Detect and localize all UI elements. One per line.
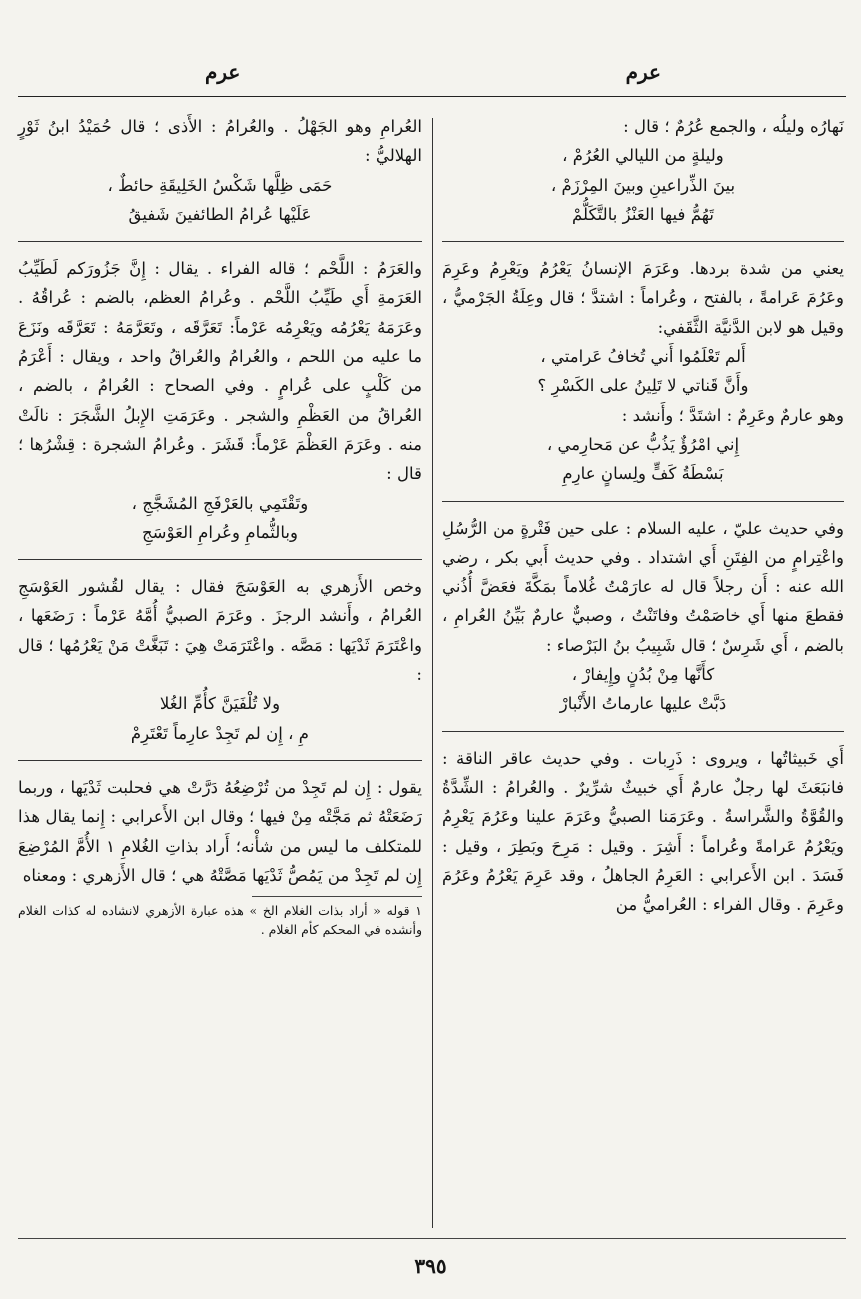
paragraph: وهو عارمٌ وعَرِمٌ : اشتَدَّ ؛ وأَنشد : xyxy=(621,405,844,425)
column-separator xyxy=(432,118,433,1228)
verse-line: أَلم تَعْلَمُوا أَني تُخافُ عَرامتي ، xyxy=(540,347,746,367)
section-divider xyxy=(442,241,844,242)
page-number: ٣٩٥ xyxy=(414,1254,447,1278)
verse-line: بَسْطَةُ كَفٍّ ولِسانٍ عارِمِ xyxy=(562,464,724,484)
verse-line: عَلَيْها عُرامُ الطائفينَ شَفيقُ xyxy=(128,204,312,224)
section-divider xyxy=(18,559,422,560)
verse-line: ولا تُلْفَيَنَّ كأُمِّ الغُلا xyxy=(159,694,281,714)
paragraph: يقول : إِن لم تَجِدْ من تُرْضِعُهُ دَرَّتْ هي فحلبت ثَدْيَها ، وربما رَضَعَتْهُ ثم مَجَّتْه مِنْ فيها ؛ وقال ابن الأَعرابي : إِنما يقال هذا للمتكلف ما ليس من شأْنه؛ أَراد بذاتِ الغُلامِ ١ الأُمَّ المُرْضِعَ إِن لم تَجِدْ من يَمُصُّ ثَدْيَها مَصَّتْهُ هي ؛ قال الأَزهري : ومعناه xyxy=(18,777,422,885)
header-rule xyxy=(18,96,846,97)
paragraph: والعَرَمُ : اللَّحْم ؛ قاله الفراء . يقال : إِنَّ جَزُورَكم لَطَيِّبُ العَرَمةِ أَي طَيِّبُ اللَّحْم . وعُرامُ العظم، بالضم : عُراقُهُ . وعَرَمَهُ يَعْرُمُه ويَعْرِمُه عَرْماً: تَعَرَّقَه ، وتَعَرَّمَهُ : تَعَرَّقَه ونَزَعَ ما عليه من اللحم ، والعُرامُ والعُراقُ واحد ، ويقال : أَعْرَمُ من كَلْبٍ على عُرامٍ . وفي الصحاح : العُرامُ ، بالضم ، العُراقُ من العَظْمِ والشجر . وعَرَمَتِ الإِبلُ الشَّجَرَ : نالَتْ منه . وعَرَمَ العَظْمَ عَرْماً: قَشَرَ . وعُرامُ الشجرة : قِشْرُها ؛ قال : xyxy=(18,259,422,484)
footer-rule xyxy=(18,1238,846,1239)
verse-line: وأَنَّ قَناتي لا تَلِينُ على الكَسْرِ ؟ xyxy=(537,376,749,396)
footnote: ١ قوله « أراد بذات الغلام الخ » هذه عبارة الأزهري لانشاده له كذات الغلام وأنشده في المحكم كأم الغلام . xyxy=(18,903,422,938)
paragraph: يعني من شدة بردها. وعَرَمَ الإنسانُ يَعْرُمُ ويَعْرِمُ وعَرِمَ وعَرُمَ عَرامةً ، بالفتح ، وعُراماً : اشتدَّ ؛ قال وعِلَةُ الجَرْميُّ ، وقيل هو لابن الدَّنيَّة الثَّقَفي: xyxy=(442,259,844,337)
header-word-right: عرم xyxy=(625,60,661,84)
paragraph: وفي حديث عليّ ، عليه السلام : على حين فَتْرةٍ من الرُّسُلِ واعْتِرامٍ من الفِتَنِ أَي اشتداد . وفي حديث أَبي بكر ، رضي الله عنه : أَن رجلاً قال له عارَمْتُ غُلاماً بمَكَّةَ فعَضَّ أُذُني فقطعَ منها أَي خاصَمْتُ وفاتَنْتُ ، وصبيٌّ عارمٌ بَيِّنُ العُرامِ ، بالضم ، أَي شَرِسٌ ؛ قال شَبِيبُ بنُ البَرْصاء : xyxy=(442,518,844,655)
verse-line: حَمَى ظِلَّها شَكْسُ الخَلِيقَةِ حائطٌ ، xyxy=(107,175,333,195)
verse-line: وتَقْتَمِي بالعَرْفَجِ المُشَجَّجِ ، xyxy=(131,493,309,513)
verse-line: وبالثُّمامِ وعُرامِ العَوْسَجِ xyxy=(141,522,299,542)
verse-line: مِ ، إِن لم تَجِدْ عارِماً تَعْتَرِمْ xyxy=(130,723,310,743)
verse-line: وليلةٍ من الليالي العُرُمْ ، xyxy=(562,146,724,166)
section-divider xyxy=(442,501,844,502)
section-divider xyxy=(18,760,422,761)
header-word-left: عرم xyxy=(205,60,241,84)
paragraph: وخص الأَزهري به العَوْسَجَ فقال : يقال لقُشور العَوْسَجِ العُرامُ ، وأَنشد الرجزَ . وعَرَمَ الصبيُّ أُمَّهُ عَرْماً : رَضَعَها ، واعْتَرَمَ ثَدْيَها : مَصَّه . واعْتَرَمَتْ هِيَ : تَبَغَّتْ مَنْ يَعْرُمُها ؛ قال : xyxy=(18,577,422,685)
verse-line: دَبَّتْ عليها عارماتُ الأَنْبارْ xyxy=(559,694,727,714)
right-column xyxy=(442,112,844,919)
verse-line: بينَ الذِّراعينِ وبينَ المِرْزَمْ ، xyxy=(550,175,736,195)
verse-line: تَهُمُّ فيها العَنْزُ بالتَّكَلُّمْ xyxy=(571,204,715,224)
paragraph: العُرامِ وهو الجَهْلُ . والعُرامُ : الأَذى ؛ قال حُمَيْدُ ابنُ ثَوْرٍ الهلاليُّ : xyxy=(18,117,422,166)
verse-line: كأَنَّها مِنْ بُدُنٍ وإِيفارْ ، xyxy=(571,665,715,685)
section-divider xyxy=(442,731,844,732)
paragraph: نَهارُه وليلُه ، والجمع عُرُمٌ ؛ قال : xyxy=(623,117,844,136)
footnote-rule xyxy=(252,896,422,897)
verse-line: إِني امْرُؤٌ يَذُبُّ عن مَحارِمي ، xyxy=(546,434,740,454)
section-divider xyxy=(18,241,422,242)
left-column xyxy=(18,112,422,939)
paragraph: أَي خَبيثاتُها ، ويروى : ذَرِبات . وفي حديث عاقر الناقة : فانبَعَثَ لها رجلٌ عارمٌ أَي خبيثٌ شرِّيرٌ . والعُرامُ : الشِّدَّةُ والقُوَّةُ والشَّراسةُ . وعَرَمَنا الصبيُّ وعَرَمَ علينا وعَرُمَ يَعْرِمُ ويَعْرُمُ عَرامةً وعُراماً : أَشِرَ . وقيل : مَرِحَ وبَطِرَ ، وقيل : فَسَدَ . ابن الأَعرابي : العَرِمُ الجاهلُ ، وقد عَرِمَ يَعْرُمُ وعَرُمَ وعَرِمَ . وقال الفراء : العُراميُّ من xyxy=(442,748,844,915)
